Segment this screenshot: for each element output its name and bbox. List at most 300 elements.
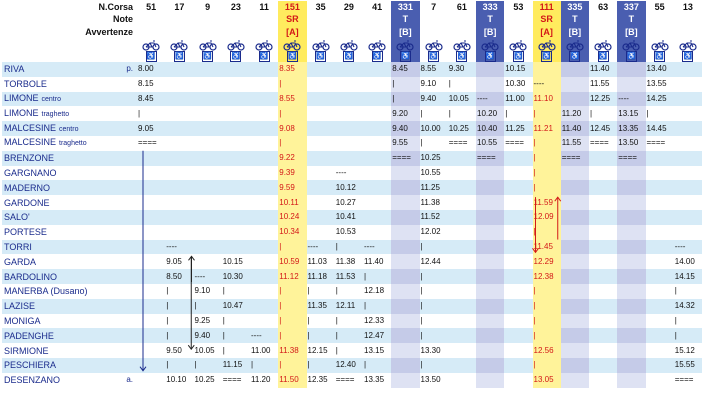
time-cell: | xyxy=(278,136,306,151)
time-cell: 9.08 xyxy=(278,121,306,136)
time-cell xyxy=(448,240,476,255)
time-cell xyxy=(504,269,532,284)
time-cell xyxy=(307,180,335,195)
access-cell xyxy=(533,51,561,62)
time-cell: 9.40 xyxy=(420,93,437,103)
bicycle-icon xyxy=(538,40,556,51)
time-cell xyxy=(391,343,419,358)
time-cell xyxy=(194,106,222,121)
wheelchair-icon: ♿ xyxy=(627,53,636,60)
table-row xyxy=(2,166,702,181)
table-row xyxy=(2,343,702,358)
time-cell xyxy=(589,269,617,284)
time-cell: | xyxy=(590,108,593,118)
time-cell xyxy=(391,328,419,343)
wheelchair-icon: ♿ xyxy=(203,53,212,60)
wheelchair-icon: ♿ xyxy=(372,53,382,60)
time-cell xyxy=(646,373,674,388)
time-cell xyxy=(165,77,193,92)
wheelchair-icon: ♿ xyxy=(401,53,410,60)
time-cell xyxy=(561,77,589,92)
stop-name-text: PORTESE xyxy=(4,227,47,238)
time-cell xyxy=(646,195,674,210)
time-cell: 10.30 xyxy=(505,79,526,89)
stop-name xyxy=(2,373,137,388)
time-cell xyxy=(476,166,504,181)
time-cell: ---- xyxy=(617,92,645,107)
wheelchair-icon: ♿ xyxy=(542,53,551,60)
stop-name-text: LIMONE xyxy=(4,107,39,118)
time-cell xyxy=(561,284,589,299)
table-row xyxy=(2,92,702,107)
time-cell: | xyxy=(278,299,306,314)
time-cell: 14.15 xyxy=(674,271,695,281)
table-row xyxy=(2,225,702,240)
time-cell: | xyxy=(420,241,423,251)
time-cell: 11.15 xyxy=(222,360,243,370)
time-cell xyxy=(165,106,193,121)
time-cell xyxy=(561,62,589,77)
time-cell xyxy=(448,299,476,314)
time-cell xyxy=(250,254,278,269)
time-cell: 14.25 xyxy=(646,93,667,103)
time-cell: | xyxy=(533,106,561,121)
time-cell xyxy=(448,151,476,166)
header-row-corsa xyxy=(2,1,702,13)
time-cell: 10.12 xyxy=(335,182,356,192)
corsa-number: 11 xyxy=(259,2,269,12)
time-cell xyxy=(307,62,335,77)
time-cell: | xyxy=(674,315,677,325)
wheelchair-icon: ♿ xyxy=(429,53,438,60)
timetable xyxy=(2,1,702,388)
time-cell xyxy=(561,195,589,210)
wheelchair-icon: ♿ xyxy=(457,53,467,60)
time-cell xyxy=(194,240,222,255)
time-cell xyxy=(307,166,335,181)
time-cell xyxy=(194,210,222,225)
time-cell: | xyxy=(391,92,419,107)
table-row xyxy=(2,240,702,255)
time-cell: 10.41 xyxy=(335,212,356,222)
time-cell: 10.24 xyxy=(278,210,306,225)
time-cell: 11.18 xyxy=(307,271,327,281)
time-cell xyxy=(250,121,278,136)
time-cell xyxy=(307,106,335,121)
note-code xyxy=(307,13,335,25)
time-cell: 15.12 xyxy=(674,345,695,355)
time-cell xyxy=(165,225,193,240)
time-cell: 11.40 xyxy=(590,64,610,74)
note-code: SR xyxy=(278,13,306,25)
note-code xyxy=(194,13,222,25)
time-cell xyxy=(250,195,278,210)
wheelchair-icon: ♿ xyxy=(344,53,354,60)
time-cell xyxy=(617,180,645,195)
time-cell: | xyxy=(674,286,677,296)
time-cell xyxy=(646,269,674,284)
note-code xyxy=(335,13,363,25)
time-cell: ==== xyxy=(505,138,524,148)
time-cell xyxy=(391,373,419,388)
note-code xyxy=(222,13,250,25)
time-cell: 13.50 xyxy=(420,375,441,385)
time-cell: 10.15 xyxy=(505,64,526,74)
time-cell xyxy=(561,358,589,373)
time-cell: 10.15 xyxy=(222,256,243,266)
note-sub xyxy=(137,25,165,39)
time-cell xyxy=(137,151,165,166)
wheelchair-icon: ♿ xyxy=(146,53,156,60)
time-cell: 13.15 xyxy=(364,345,385,355)
note-code xyxy=(448,13,476,25)
time-cell xyxy=(222,77,250,92)
time-cell: | xyxy=(222,330,225,340)
access-cell xyxy=(646,51,674,62)
note-sub: [B] xyxy=(617,25,645,39)
time-cell: ==== xyxy=(222,375,242,385)
time-cell: ==== xyxy=(448,138,468,148)
stop-suffix: a. xyxy=(126,375,133,385)
time-cell: ---- xyxy=(194,271,206,281)
time-cell xyxy=(137,254,165,269)
access-cell xyxy=(674,51,702,62)
time-cell xyxy=(165,166,193,181)
time-cell xyxy=(448,225,476,240)
stop-suffix: centro xyxy=(41,95,61,103)
stop-name xyxy=(2,166,137,181)
note-code: T xyxy=(476,13,504,25)
time-cell: 11.55 xyxy=(561,136,589,151)
time-cell: 10.34 xyxy=(278,225,306,240)
time-cell: 11.03 xyxy=(307,256,327,266)
time-cell xyxy=(250,299,278,314)
bicycle-icon xyxy=(481,40,499,51)
time-cell: 9.22 xyxy=(278,151,306,166)
time-cell: 13.35 xyxy=(617,121,645,136)
time-cell: | xyxy=(222,315,225,325)
time-cell xyxy=(165,62,193,77)
time-cell xyxy=(504,225,532,240)
access-cell xyxy=(250,51,278,62)
time-cell: 13.05 xyxy=(533,373,561,388)
time-cell xyxy=(391,299,419,314)
time-cell xyxy=(617,343,645,358)
corsa-number: 23 xyxy=(230,2,241,12)
corsa-number: 151 xyxy=(278,1,306,13)
time-cell xyxy=(504,284,532,299)
time-cell xyxy=(391,195,419,210)
corsa-number: 7 xyxy=(431,2,437,12)
time-cell: | xyxy=(278,328,306,343)
time-cell: 11.40 xyxy=(364,256,384,266)
access-cell xyxy=(278,51,306,62)
stop-name-text: TORRI xyxy=(4,241,32,252)
time-cell xyxy=(561,269,589,284)
time-cell: | xyxy=(335,286,338,296)
time-cell xyxy=(617,166,645,181)
time-cell: 12.18 xyxy=(364,286,385,296)
access-cell xyxy=(504,51,532,62)
time-cell: 8.35 xyxy=(278,62,306,77)
time-cell: 10.40 xyxy=(476,121,504,136)
stop-name-text: BARDOLINO xyxy=(4,271,58,282)
time-cell: 11.25 xyxy=(505,123,525,133)
time-cell: 8.50 xyxy=(166,271,182,281)
table-row xyxy=(2,210,702,225)
stop-name-text: PADENGHE xyxy=(4,330,54,341)
time-cell xyxy=(194,180,222,195)
wheelchair-icon: ♿ xyxy=(514,53,523,60)
time-cell: 11.59 xyxy=(533,195,561,210)
corsa-number: 337 xyxy=(617,1,645,13)
time-cell xyxy=(646,254,674,269)
time-cell xyxy=(561,314,589,329)
time-cell xyxy=(137,210,165,225)
bike-cell xyxy=(448,39,476,51)
time-cell xyxy=(307,225,335,240)
note-code xyxy=(589,13,617,25)
time-cell: | xyxy=(278,77,306,92)
time-cell xyxy=(533,62,561,77)
corsa-number: 55 xyxy=(654,2,665,12)
time-cell: 13.55 xyxy=(646,79,667,89)
time-cell: 11.38 xyxy=(278,343,306,358)
time-cell xyxy=(391,210,419,225)
time-cell: | xyxy=(533,358,561,373)
wheelchair-icon: ♿ xyxy=(288,53,297,60)
time-cell: | xyxy=(420,108,423,118)
time-cell: 10.25 xyxy=(194,375,215,385)
note-sub xyxy=(589,25,617,39)
table-row xyxy=(2,299,702,314)
wheelchair-icon: ♿ xyxy=(316,53,325,60)
time-cell xyxy=(448,195,476,210)
time-cell xyxy=(448,358,476,373)
bike-cell xyxy=(504,39,532,51)
time-cell xyxy=(674,195,702,210)
time-cell xyxy=(363,195,391,210)
time-cell: | xyxy=(533,151,561,166)
note-sub xyxy=(165,25,193,39)
time-cell xyxy=(589,373,617,388)
time-cell xyxy=(617,373,645,388)
time-cell: 10.10 xyxy=(166,375,187,385)
time-cell xyxy=(476,180,504,195)
bike-cell xyxy=(335,39,363,51)
stop-name-text: GARDA xyxy=(4,256,37,267)
time-cell: 9.59 xyxy=(278,180,306,195)
time-cell xyxy=(222,195,250,210)
time-cell xyxy=(137,195,165,210)
time-cell: 11.53 xyxy=(335,271,356,281)
time-cell xyxy=(448,328,476,343)
time-cell xyxy=(476,343,504,358)
time-cell xyxy=(363,92,391,107)
time-cell xyxy=(391,314,419,329)
bike-cell xyxy=(674,39,702,51)
time-cell: | xyxy=(533,225,561,240)
time-cell: 10.55 xyxy=(476,136,504,151)
corsa-number: 63 xyxy=(598,2,609,12)
time-cell: 11.38 xyxy=(335,256,356,266)
time-cell: 8.55 xyxy=(278,92,306,107)
time-cell xyxy=(674,77,702,92)
time-cell: ==== xyxy=(138,138,157,148)
time-cell: 9.10 xyxy=(194,286,211,296)
time-cell: | xyxy=(138,108,141,118)
time-cell xyxy=(589,240,617,255)
time-cell xyxy=(561,240,589,255)
time-cell xyxy=(504,210,532,225)
access-cell xyxy=(222,51,250,62)
table-row xyxy=(2,358,702,373)
time-cell xyxy=(617,77,645,92)
time-cell: 12.47 xyxy=(364,330,385,340)
time-cell xyxy=(222,240,250,255)
time-cell xyxy=(674,121,702,136)
time-cell xyxy=(250,92,278,107)
time-cell xyxy=(476,77,504,92)
time-cell xyxy=(391,269,419,284)
time-cell: 13.50 xyxy=(617,136,645,151)
time-cell xyxy=(448,343,476,358)
time-cell: 12.40 xyxy=(335,360,356,370)
time-cell xyxy=(504,328,532,343)
time-cell: 10.53 xyxy=(335,227,356,237)
time-cell: | xyxy=(335,345,338,355)
note-sub xyxy=(194,25,222,39)
time-cell xyxy=(165,180,193,195)
time-cell xyxy=(391,166,419,181)
time-cell xyxy=(222,166,250,181)
note-sub xyxy=(222,25,250,39)
wheelchair-icon: ♿ xyxy=(598,53,608,60)
note-sub: [B] xyxy=(476,25,504,39)
time-cell: ---- xyxy=(307,241,319,251)
corsa-number: 35 xyxy=(315,2,326,12)
time-cell xyxy=(335,77,363,92)
bike-cell xyxy=(363,39,391,51)
wheelchair-icon: ♿ xyxy=(175,53,184,60)
time-cell xyxy=(504,299,532,314)
time-cell xyxy=(335,62,363,77)
time-cell xyxy=(363,210,391,225)
wheelchair-icon: ♿ xyxy=(485,53,495,60)
bicycle-icon xyxy=(622,40,640,51)
stop-suffix: p. xyxy=(126,64,133,74)
time-cell: 9.30 xyxy=(448,64,465,74)
access-cell xyxy=(391,51,419,62)
time-cell xyxy=(674,106,702,121)
stop-name xyxy=(2,225,137,240)
spacer-cell xyxy=(2,51,137,62)
time-cell xyxy=(363,225,391,240)
time-cell: 9.40 xyxy=(194,330,211,340)
time-cell xyxy=(504,166,532,181)
stop-name-text: MADERNO xyxy=(4,182,51,193)
wheelchair-icon: ♿ xyxy=(683,53,693,60)
time-cell xyxy=(448,269,476,284)
table-row xyxy=(2,77,702,92)
bicycle-icon xyxy=(227,40,245,51)
time-cell xyxy=(391,284,419,299)
bicycle-icon xyxy=(368,40,386,51)
stop-name-text: TORBOLE xyxy=(4,79,47,90)
time-cell xyxy=(589,284,617,299)
stop-name-text: GARDONE xyxy=(4,197,50,208)
time-cell: 9.05 xyxy=(166,256,182,266)
time-cell xyxy=(646,210,674,225)
time-cell: 10.55 xyxy=(420,167,441,177)
time-cell: | xyxy=(533,180,561,195)
corsa-number: 51 xyxy=(146,2,157,12)
time-cell: 11.21 xyxy=(533,121,561,136)
note-sub xyxy=(250,25,278,39)
bicycle-icon xyxy=(679,40,697,51)
time-cell xyxy=(504,180,532,195)
time-cell xyxy=(617,284,645,299)
time-cell xyxy=(137,240,165,255)
time-cell: 13.35 xyxy=(364,375,385,385)
time-cell xyxy=(194,77,222,92)
time-cell xyxy=(589,299,617,314)
time-cell xyxy=(194,225,222,240)
bike-cell xyxy=(250,39,278,51)
time-cell: 10.27 xyxy=(335,197,356,207)
time-cell: | xyxy=(278,240,306,255)
time-cell xyxy=(250,269,278,284)
note-sub xyxy=(674,25,702,39)
time-cell xyxy=(194,121,222,136)
time-cell: | xyxy=(307,330,310,340)
time-cell: | xyxy=(278,358,306,373)
time-cell: 9.25 xyxy=(194,315,211,325)
bicycle-icon xyxy=(425,40,443,51)
time-cell xyxy=(476,314,504,329)
time-cell xyxy=(165,210,193,225)
time-cell: | xyxy=(391,77,419,92)
note-label: Note xyxy=(113,14,133,24)
time-cell xyxy=(250,166,278,181)
time-cell: 12.09 xyxy=(533,210,561,225)
time-cell xyxy=(674,166,702,181)
time-cell xyxy=(476,240,504,255)
time-cell: 8.45 xyxy=(138,93,154,103)
stop-name xyxy=(2,299,137,314)
stop-name-text: MONIGA xyxy=(4,315,41,326)
time-cell xyxy=(165,195,193,210)
time-cell: 8.15 xyxy=(138,79,154,89)
time-cell: | xyxy=(335,315,338,325)
note-code: T xyxy=(391,13,419,25)
time-cell: | xyxy=(533,299,561,314)
time-cell: 11.55 xyxy=(590,79,610,89)
time-cell xyxy=(222,210,250,225)
access-cell xyxy=(589,51,617,62)
time-cell xyxy=(137,180,165,195)
corsa-number: 331 xyxy=(391,1,419,13)
time-cell xyxy=(307,210,335,225)
bicycle-icon xyxy=(396,40,414,51)
corsa-number: 53 xyxy=(513,2,524,12)
bike-cell xyxy=(137,39,165,51)
time-cell xyxy=(476,210,504,225)
time-cell xyxy=(250,106,278,121)
time-cell xyxy=(250,77,278,92)
stop-name xyxy=(2,180,137,195)
corsa-number: 17 xyxy=(174,2,185,12)
